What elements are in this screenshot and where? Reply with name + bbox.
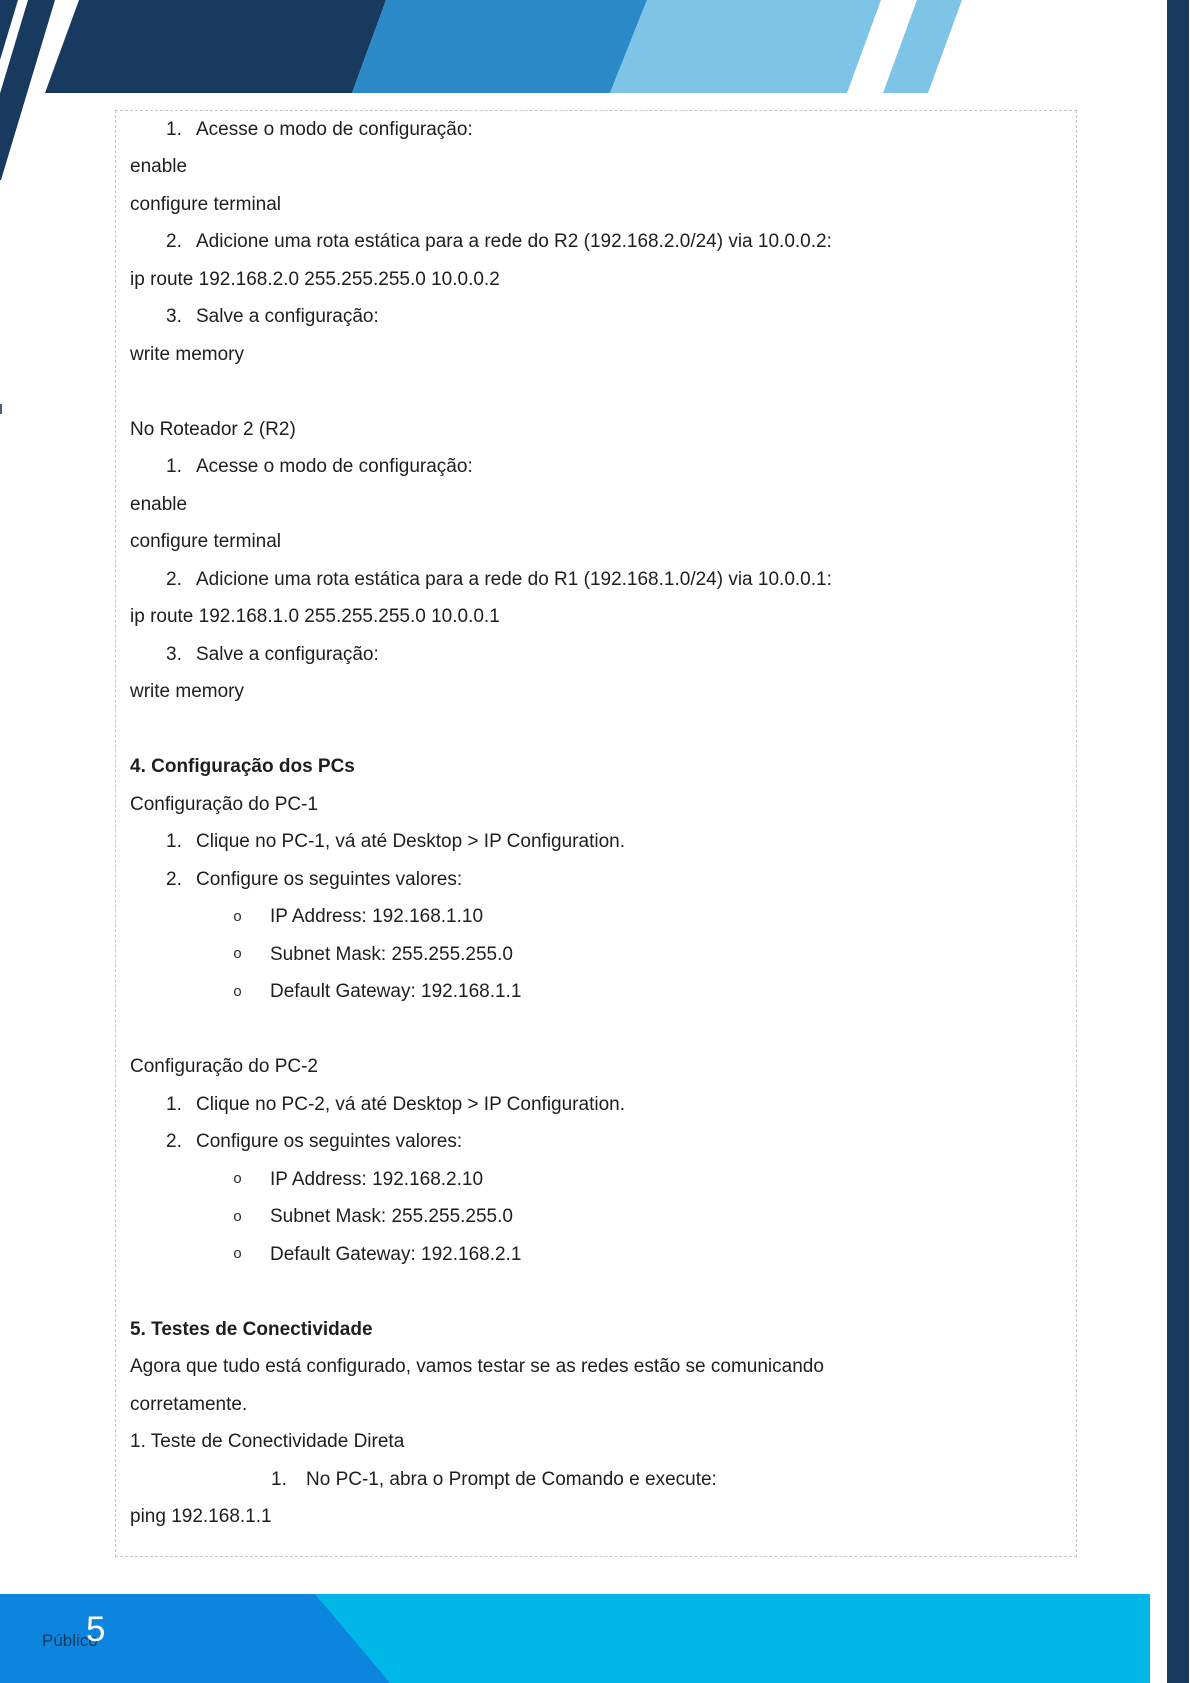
doc-line bbox=[116, 861, 1076, 899]
doc-line bbox=[116, 411, 1076, 449]
classification-label: Público bbox=[42, 1631, 98, 1650]
list-number: 1. bbox=[166, 1093, 182, 1115]
doc-line bbox=[116, 1349, 1076, 1387]
doc-line-text: No Roteador 2 (R2) bbox=[130, 418, 296, 440]
doc-line bbox=[116, 299, 1076, 337]
doc-line bbox=[116, 186, 1076, 224]
doc-line bbox=[116, 1161, 1076, 1199]
doc-line bbox=[116, 224, 1076, 262]
header-band-blue bbox=[352, 0, 647, 93]
circle-bullet-icon: o bbox=[233, 908, 243, 926]
doc-line-text: Adicione uma rota estática para a rede do R1 (192.168.1.0/24) via 10.0.0.1: bbox=[196, 568, 832, 590]
doc-line-text: configure terminal bbox=[130, 531, 282, 553]
doc-line-text: Subnet Mask: 255.255.255.0 bbox=[270, 943, 513, 965]
doc-line bbox=[116, 486, 1076, 524]
left-margin-tick bbox=[0, 404, 2, 414]
list-number: 1. bbox=[166, 456, 182, 478]
doc-line bbox=[116, 786, 1076, 824]
doc-line-text: Configuração do PC-2 bbox=[130, 1056, 318, 1078]
doc-line-text: ping 192.168.1.1 bbox=[130, 1506, 272, 1528]
blank-line bbox=[116, 711, 1076, 749]
doc-line bbox=[116, 936, 1076, 974]
doc-line-text: Adicione uma rota estática para a rede do R2 (192.168.2.0/24) via 10.0.0.2: bbox=[196, 231, 832, 253]
list-number: 1. bbox=[166, 831, 182, 853]
circle-bullet-icon: o bbox=[233, 1246, 243, 1264]
doc-line-text: Configuração do PC-1 bbox=[130, 793, 318, 815]
doc-line bbox=[116, 636, 1076, 674]
page-number: 5 bbox=[86, 1610, 106, 1649]
doc-line-text: Clique no PC-1, vá até Desktop > IP Configuration. bbox=[196, 831, 625, 853]
doc-line-text: 5. Testes de Conectividade bbox=[130, 1318, 373, 1340]
doc-line bbox=[116, 111, 1076, 149]
list-number: 2. bbox=[166, 231, 182, 253]
doc-line bbox=[116, 1086, 1076, 1124]
doc-line bbox=[116, 1236, 1076, 1274]
circle-bullet-icon: o bbox=[233, 1171, 243, 1189]
right-edge-navy-strip bbox=[1167, 0, 1189, 1683]
doc-line-text: Acesse o modo de configuração: bbox=[196, 456, 473, 478]
doc-line bbox=[116, 1424, 1076, 1462]
footer-band bbox=[0, 1594, 1190, 1683]
doc-line-text: IP Address: 192.168.1.10 bbox=[270, 906, 484, 928]
doc-line bbox=[116, 1386, 1076, 1424]
doc-line bbox=[116, 1049, 1076, 1087]
doc-line bbox=[116, 561, 1076, 599]
doc-line bbox=[116, 1499, 1076, 1537]
doc-line bbox=[116, 974, 1076, 1012]
doc-line-text: Subnet Mask: 255.255.255.0 bbox=[270, 1206, 513, 1228]
doc-line-text: No PC-1, abra o Prompt de Comando e execute: bbox=[306, 1468, 717, 1490]
doc-line-text: Acesse o modo de configuração: bbox=[196, 118, 473, 140]
doc-line-text: Default Gateway: 192.168.2.1 bbox=[270, 1243, 522, 1265]
list-number: 3. bbox=[166, 306, 182, 328]
doc-line-text: Salve a configuração: bbox=[196, 306, 379, 328]
doc-line-text: Salve a configuração: bbox=[196, 643, 379, 665]
doc-line bbox=[116, 149, 1076, 187]
content-text-box bbox=[115, 110, 1077, 1557]
list-number: 2. bbox=[166, 568, 182, 590]
doc-line-text: enable bbox=[130, 156, 188, 178]
doc-line-text: ip route 192.168.1.0 255.255.255.0 10.0.0.1 bbox=[130, 606, 500, 628]
doc-line-text: Configure os seguintes valores: bbox=[196, 1131, 463, 1153]
doc-line-text: write memory bbox=[130, 343, 245, 365]
doc-line-text: write memory bbox=[130, 681, 245, 703]
doc-line-text: Clique no PC-2, vá até Desktop > IP Configuration. bbox=[196, 1093, 625, 1115]
doc-line bbox=[116, 674, 1076, 712]
doc-line bbox=[116, 336, 1076, 374]
blank-line bbox=[116, 1274, 1076, 1312]
doc-line-text: Agora que tudo está configurado, vamos testar se as redes estão se comunicando bbox=[130, 1356, 824, 1378]
doc-line-text: 1. Teste de Conectividade Direta bbox=[130, 1431, 405, 1453]
doc-line bbox=[116, 1461, 1076, 1499]
doc-line-text: IP Address: 192.168.2.10 bbox=[270, 1168, 484, 1190]
list-number: 2. bbox=[166, 1131, 182, 1153]
doc-line-text: 4. Configuração dos PCs bbox=[130, 756, 355, 778]
list-number: 2. bbox=[166, 868, 182, 890]
doc-line-text: Configure os seguintes valores: bbox=[196, 868, 463, 890]
header-band-navy bbox=[45, 0, 386, 93]
doc-line-text: Default Gateway: 192.168.1.1 bbox=[270, 981, 522, 1003]
doc-line bbox=[116, 1124, 1076, 1162]
circle-bullet-icon: o bbox=[233, 983, 243, 1001]
header-band-lightblue bbox=[610, 0, 881, 93]
doc-line-text: configure terminal bbox=[130, 193, 282, 215]
doc-line bbox=[116, 1311, 1076, 1349]
doc-line bbox=[116, 749, 1076, 787]
doc-line bbox=[116, 899, 1076, 937]
list-number: 1. bbox=[271, 1468, 287, 1490]
doc-line-text: enable bbox=[130, 493, 188, 515]
doc-line-text: ip route 192.168.2.0 255.255.255.0 10.0.0.2 bbox=[130, 268, 500, 290]
doc-line bbox=[116, 1199, 1076, 1237]
doc-line bbox=[116, 599, 1076, 637]
doc-line bbox=[116, 524, 1076, 562]
circle-bullet-icon: o bbox=[233, 1208, 243, 1226]
circle-bullet-icon: o bbox=[233, 946, 243, 964]
blank-line bbox=[116, 374, 1076, 412]
list-number: 1. bbox=[166, 118, 182, 140]
doc-line-text: corretamente. bbox=[130, 1393, 248, 1415]
doc-line bbox=[116, 261, 1076, 299]
blank-line bbox=[116, 1011, 1076, 1049]
header-stripe-lightblue-small bbox=[883, 0, 962, 93]
doc-line bbox=[116, 449, 1076, 487]
doc-line bbox=[116, 824, 1076, 862]
list-number: 3. bbox=[166, 643, 182, 665]
